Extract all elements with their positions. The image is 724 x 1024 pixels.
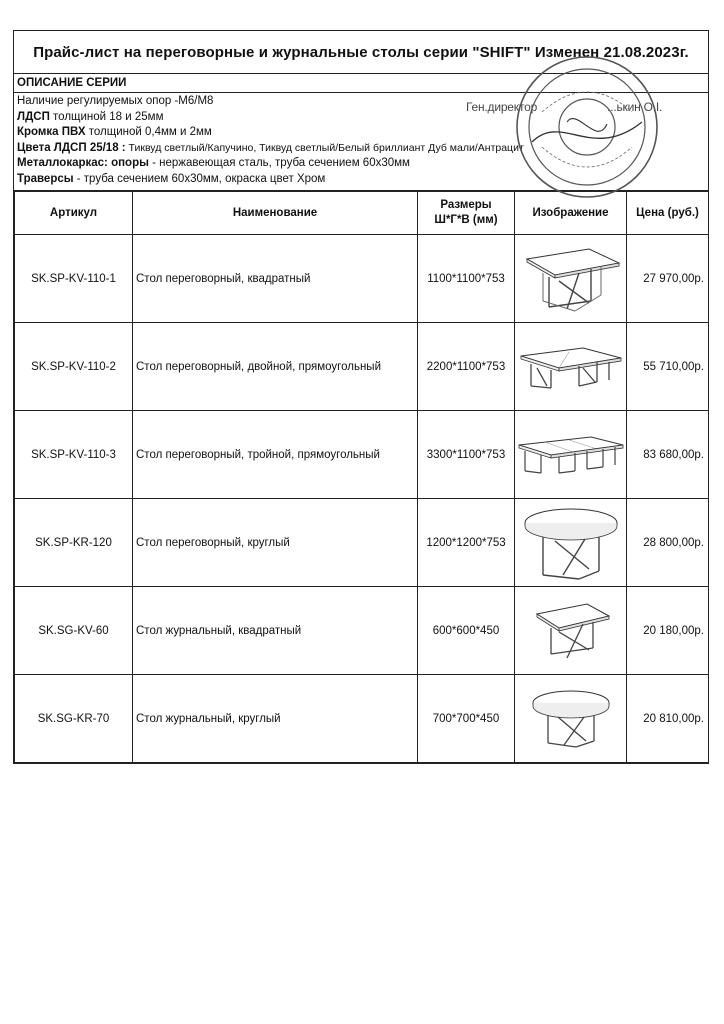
- row-size: 600*600*450: [418, 587, 515, 675]
- column-header-name: Наименование: [133, 192, 418, 235]
- description-line-supports: Наличие регулируемых опор -М6/М8: [17, 95, 214, 107]
- row-size: 2200*1100*753: [418, 323, 515, 411]
- round-table-icon: [519, 503, 623, 583]
- row-name: Стол переговорный, круглый: [133, 499, 418, 587]
- row-image: [515, 675, 627, 763]
- row-price: 55 710,00р.: [627, 323, 709, 411]
- column-header-code: Артикул: [15, 192, 133, 235]
- square-coffee-table-icon: [531, 598, 611, 664]
- description-line-traverse: Траверсы - труба сечением 60х30мм, окраска цвет Хром: [17, 172, 326, 185]
- row-size: 1100*1100*753: [418, 235, 515, 323]
- row-name: Стол журнальный, квадратный: [133, 587, 418, 675]
- row-price: 28 800,00р.: [627, 499, 709, 587]
- description-line-frame: Металлокаркас: опоры - нержавеющая сталь, труба сечением 60х30мм: [17, 157, 410, 169]
- column-header-size: Размеры Ш*Г*В (мм): [418, 192, 515, 235]
- square-table-icon: [519, 241, 623, 317]
- price-list-sheet: [13, 30, 709, 764]
- row-name: Стол журнальный, круглый: [133, 675, 418, 763]
- table-row: [15, 323, 709, 411]
- row-price: 20 180,00р.: [627, 587, 709, 675]
- row-price: 83 680,00р.: [627, 411, 709, 499]
- series-description: [14, 74, 708, 190]
- round-coffee-table-icon: [528, 685, 614, 753]
- row-size: 1200*1200*753: [418, 499, 515, 587]
- description-line-colors: Цвета ЛДСП 25/18 : Тиквуд светлый/Капучино, Тиквуд светлый/Белый бриллиант Дуб мали/Антрацит: [17, 141, 524, 154]
- row-name: Стол переговорный, квадратный: [133, 235, 418, 323]
- row-image: [515, 411, 627, 499]
- description-line-ldsp: ЛДСП толщиной 18 и 25мм: [17, 110, 164, 123]
- row-size: 3300*1100*753: [418, 411, 515, 499]
- row-image: [515, 235, 627, 323]
- row-name: Стол переговорный, тройной, прямоугольный: [133, 411, 418, 499]
- row-code: SK.SP-KV-110-1: [15, 235, 133, 323]
- director-name: ...ькин О.І.: [607, 100, 663, 114]
- column-header-image: Изображение: [515, 192, 627, 235]
- table-header-row: [15, 192, 709, 235]
- table-row: [15, 235, 709, 323]
- table-row: [15, 675, 709, 763]
- row-size: 700*700*450: [418, 675, 515, 763]
- row-price: 20 810,00р.: [627, 675, 709, 763]
- row-code: SK.SP-KV-110-2: [15, 323, 133, 411]
- row-code: SK.SG-KV-60: [15, 587, 133, 675]
- double-table-icon: [517, 342, 625, 392]
- price-table: [14, 191, 709, 763]
- description-header: ОПИСАНИЕ СЕРИИ: [14, 74, 708, 93]
- row-code: SK.SG-KR-70: [15, 675, 133, 763]
- row-code: SK.SP-KR-120: [15, 499, 133, 587]
- description-line-edge: Кромка ПВХ толщиной 0,4мм и 2мм: [17, 126, 212, 138]
- page-title: Прайс-лист на переговорные и журнальные столы серии "SHIFT" Изменен 21.08.2023г.: [14, 31, 708, 74]
- column-header-price: Цена (руб.): [627, 192, 709, 235]
- director-signature-line: [466, 100, 662, 116]
- table-row: [15, 411, 709, 499]
- row-image: [515, 499, 627, 587]
- table-row: [15, 499, 709, 587]
- table-row: [15, 587, 709, 675]
- triple-table-icon: [517, 433, 625, 477]
- row-name: Стол переговорный, двойной, прямоугольный: [133, 323, 418, 411]
- row-image: [515, 587, 627, 675]
- row-image: [515, 323, 627, 411]
- row-price: 27 970,00р.: [627, 235, 709, 323]
- director-label: Ген.директор: [466, 100, 538, 114]
- row-code: SK.SP-KV-110-3: [15, 411, 133, 499]
